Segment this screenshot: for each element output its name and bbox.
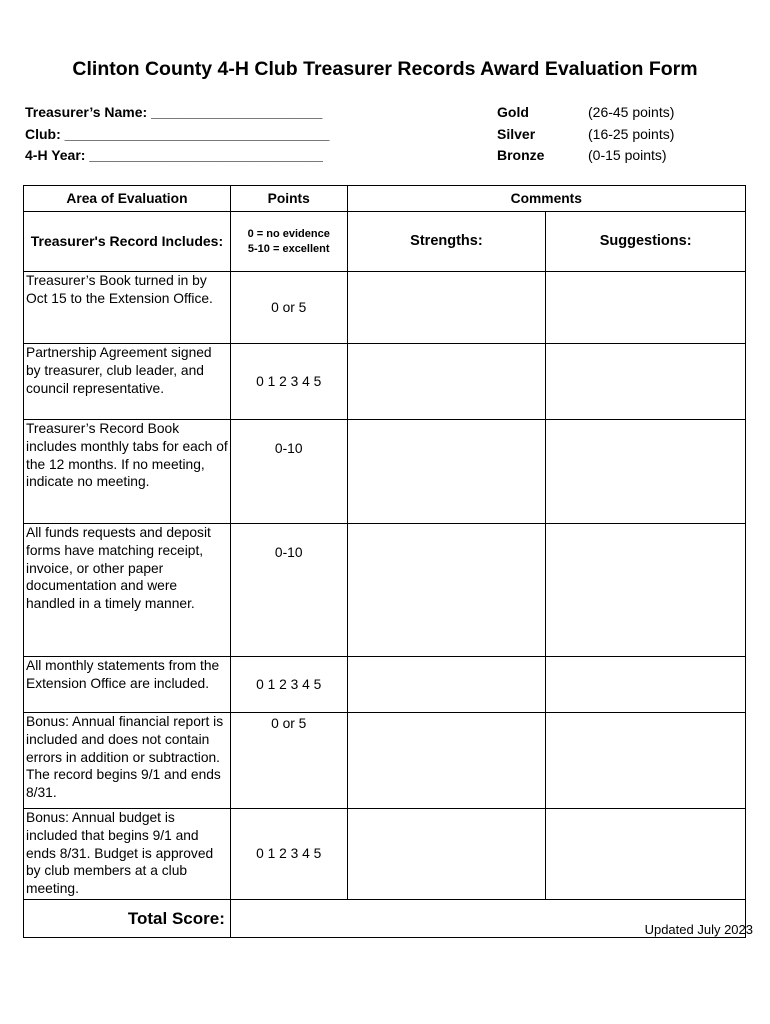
suggestions-header: Suggestions:: [546, 212, 746, 272]
header-fields: [25, 102, 329, 167]
row-strengths-cell[interactable]: [347, 657, 546, 713]
row-points[interactable]: 0 1 2 3 4 5: [230, 809, 347, 900]
scale-line-2: 5-10 = excellent: [247, 242, 330, 255]
col-area-header: Area of Evaluation: [24, 186, 231, 212]
table-header-row: [24, 186, 746, 212]
award-gold-label: Gold: [497, 104, 529, 120]
row-item: All funds requests and deposit forms have matching receipt, invoice, or other paper documentation and were handled in a timely manner.: [24, 524, 231, 657]
award-bronze-points: (0-15 points): [588, 147, 667, 163]
award-gold-points: (26-45 points): [588, 104, 675, 120]
table-row: [24, 344, 746, 420]
row-suggestions-cell[interactable]: [546, 524, 746, 657]
row-item: All monthly statements from the Extension Office are included.: [24, 657, 231, 713]
table-row: [24, 809, 746, 900]
row-points[interactable]: 0 1 2 3 4 5: [230, 657, 347, 713]
row-strengths-cell[interactable]: [347, 524, 546, 657]
table-row: [24, 420, 746, 524]
row-suggestions-cell[interactable]: [546, 344, 746, 420]
row-item: Treasurer’s Record Book includes monthly tabs for each of the 12 months. If no meeting, indicate no meeting.: [24, 420, 231, 524]
award-level-names: [497, 102, 544, 167]
table-subheader-row: [24, 212, 746, 272]
table-row: [24, 657, 746, 713]
row-suggestions-cell[interactable]: [546, 420, 746, 524]
row-item: Treasurer’s Book turned in by Oct 15 to the Extension Office.: [24, 272, 231, 344]
row-strengths-cell[interactable]: [347, 713, 546, 809]
row-suggestions-cell[interactable]: [546, 713, 746, 809]
total-score-label: Total Score:: [24, 900, 231, 938]
row-points[interactable]: 0-10: [230, 524, 347, 657]
row-item: Bonus: Annual budget is included that begins 9/1 and ends 8/31. Budget is approved by club members at a club meeting.: [24, 809, 231, 900]
table-row: [24, 272, 746, 344]
scale-line-1: 0 = no evidence: [247, 227, 330, 240]
table-row: [24, 524, 746, 657]
strengths-header: Strengths:: [347, 212, 546, 272]
updated-date: Updated July 2023: [644, 922, 753, 937]
row-points[interactable]: 0-10: [230, 420, 347, 524]
row-suggestions-cell[interactable]: [546, 657, 746, 713]
row-points[interactable]: 0 or 5: [230, 272, 347, 344]
year-field[interactable]: 4-H Year: ______________________________: [25, 147, 323, 163]
award-silver-points: (16-25 points): [588, 125, 675, 142]
row-points[interactable]: 0 or 5: [230, 713, 347, 809]
table-row: [24, 713, 746, 809]
award-level-points: [588, 102, 674, 167]
col-comments-header: Comments: [347, 186, 745, 212]
row-strengths-cell[interactable]: [347, 420, 546, 524]
evaluation-table: [23, 185, 746, 938]
row-points[interactable]: 0 1 2 3 4 5: [230, 344, 347, 420]
row-suggestions-cell[interactable]: [546, 272, 746, 344]
award-bronze-label: Bronze: [497, 147, 545, 163]
row-strengths-cell[interactable]: [347, 272, 546, 344]
row-suggestions-cell[interactable]: [546, 809, 746, 900]
treasurer-name-field[interactable]: Treasurer’s Name: ______________________: [25, 104, 323, 120]
club-field[interactable]: Club: __________________________________: [25, 125, 330, 142]
row-item: Partnership Agreement signed by treasurer, club leader, and council representative.: [24, 344, 231, 420]
row-item: Bonus: Annual financial report is included and does not contain errors in addition or subtraction. The record begins 9/1 and ends 8/31.: [24, 713, 231, 809]
points-scale: [230, 212, 347, 272]
col-points-header: Points: [230, 186, 347, 212]
includes-label: Treasurer's Record Includes:: [24, 212, 231, 272]
row-strengths-cell[interactable]: [347, 809, 546, 900]
award-silver-label: Silver: [497, 125, 536, 142]
row-strengths-cell[interactable]: [347, 344, 546, 420]
form-title: Clinton County 4-H Club Treasurer Records Award Evaluation Form: [72, 58, 698, 80]
